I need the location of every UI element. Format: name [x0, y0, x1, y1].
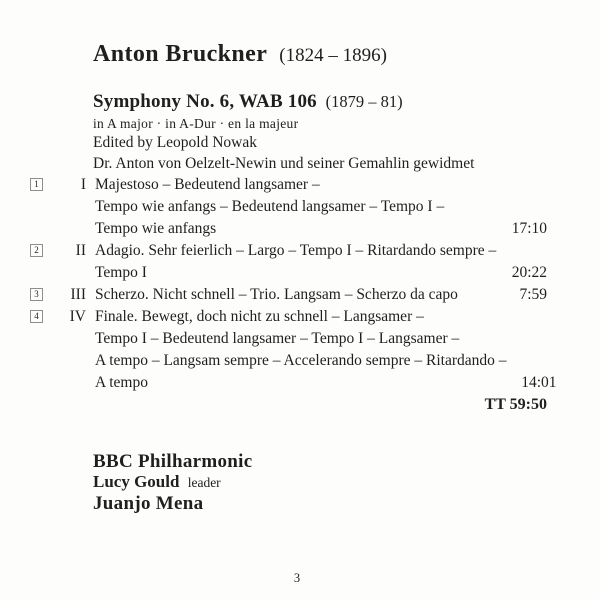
movement-title [86, 284, 497, 306]
movement-title-line: Scherzo. Nicht schnell – Trio. Langsam – Scherzo da capo [95, 286, 458, 303]
movement-title-line: Majestoso – Bedeutend langsamer – [95, 176, 320, 193]
movement-numeral: II [75, 242, 86, 259]
movement-numeral: III [70, 286, 86, 303]
work-key: in A major · in A-Dur · en la majeur [93, 116, 299, 131]
work-title-line [93, 90, 474, 114]
movement-title [86, 240, 497, 284]
page-number: 3 [293, 571, 301, 585]
orchestra-name: BBC Philharmonic [93, 451, 253, 472]
movement-title-line: Tempo I [95, 264, 147, 281]
track-duration: 7:59 [519, 286, 547, 303]
composer-heading [93, 40, 387, 70]
track-number-box: 4 [30, 310, 43, 323]
composer-dates: (1824 – 1896) [279, 45, 387, 66]
work-dedication: Dr. Anton von Oelzelt-Newin und seiner Gemahlin gewidmet [93, 155, 475, 172]
track-list [30, 174, 557, 416]
track-row [30, 240, 547, 284]
track-duration: 20:22 [511, 264, 547, 281]
movement-title [86, 306, 507, 394]
movement-title-line: A tempo [95, 374, 148, 391]
movement-title-line: Tempo I – Bedeutend langsamer – Tempo I – Langsamer – [95, 330, 460, 347]
leader-line [93, 472, 252, 493]
work-header [93, 90, 474, 174]
work-edition: Edited by Leopold Nowak [93, 134, 258, 151]
work-dates: (1879 – 81) [325, 92, 403, 111]
leader-name: Lucy Gould [93, 472, 180, 491]
track-duration: 17:10 [511, 220, 547, 237]
track-row [30, 284, 547, 306]
movement-title-line: Tempo wie anfangs – Bedeutend langsamer – Tempo I – [95, 198, 445, 215]
movement-numeral: IV [69, 308, 86, 325]
total-time: TT 59:50 [484, 396, 547, 413]
movement-title-line: Adagio. Sehr feierlich – Largo – Tempo I – Ritardando sempre – [95, 242, 497, 259]
conductor-name: Juanjo Mena [93, 493, 204, 514]
work-title: Symphony No. 6, WAB 106 [93, 91, 317, 112]
movement-numeral: I [80, 176, 86, 193]
track-number-box: 3 [30, 288, 43, 301]
track-row [30, 174, 547, 240]
track-duration: 14:01 [521, 374, 557, 391]
movement-title [86, 174, 497, 240]
performers-block [93, 451, 252, 515]
composer-name: Anton Bruckner [93, 41, 268, 67]
leader-role: leader [187, 475, 221, 490]
movement-title-line: Tempo wie anfangs [95, 220, 217, 237]
movement-title-line: A tempo – Langsam sempre – Accelerando sempre – Ritardando – [95, 352, 507, 369]
track-number-box: 1 [30, 178, 43, 191]
movement-title-line: Finale. Bewegt, doch nicht zu schnell – Langsamer – [95, 308, 424, 325]
track-row [30, 306, 557, 394]
track-number-box: 2 [30, 244, 43, 257]
